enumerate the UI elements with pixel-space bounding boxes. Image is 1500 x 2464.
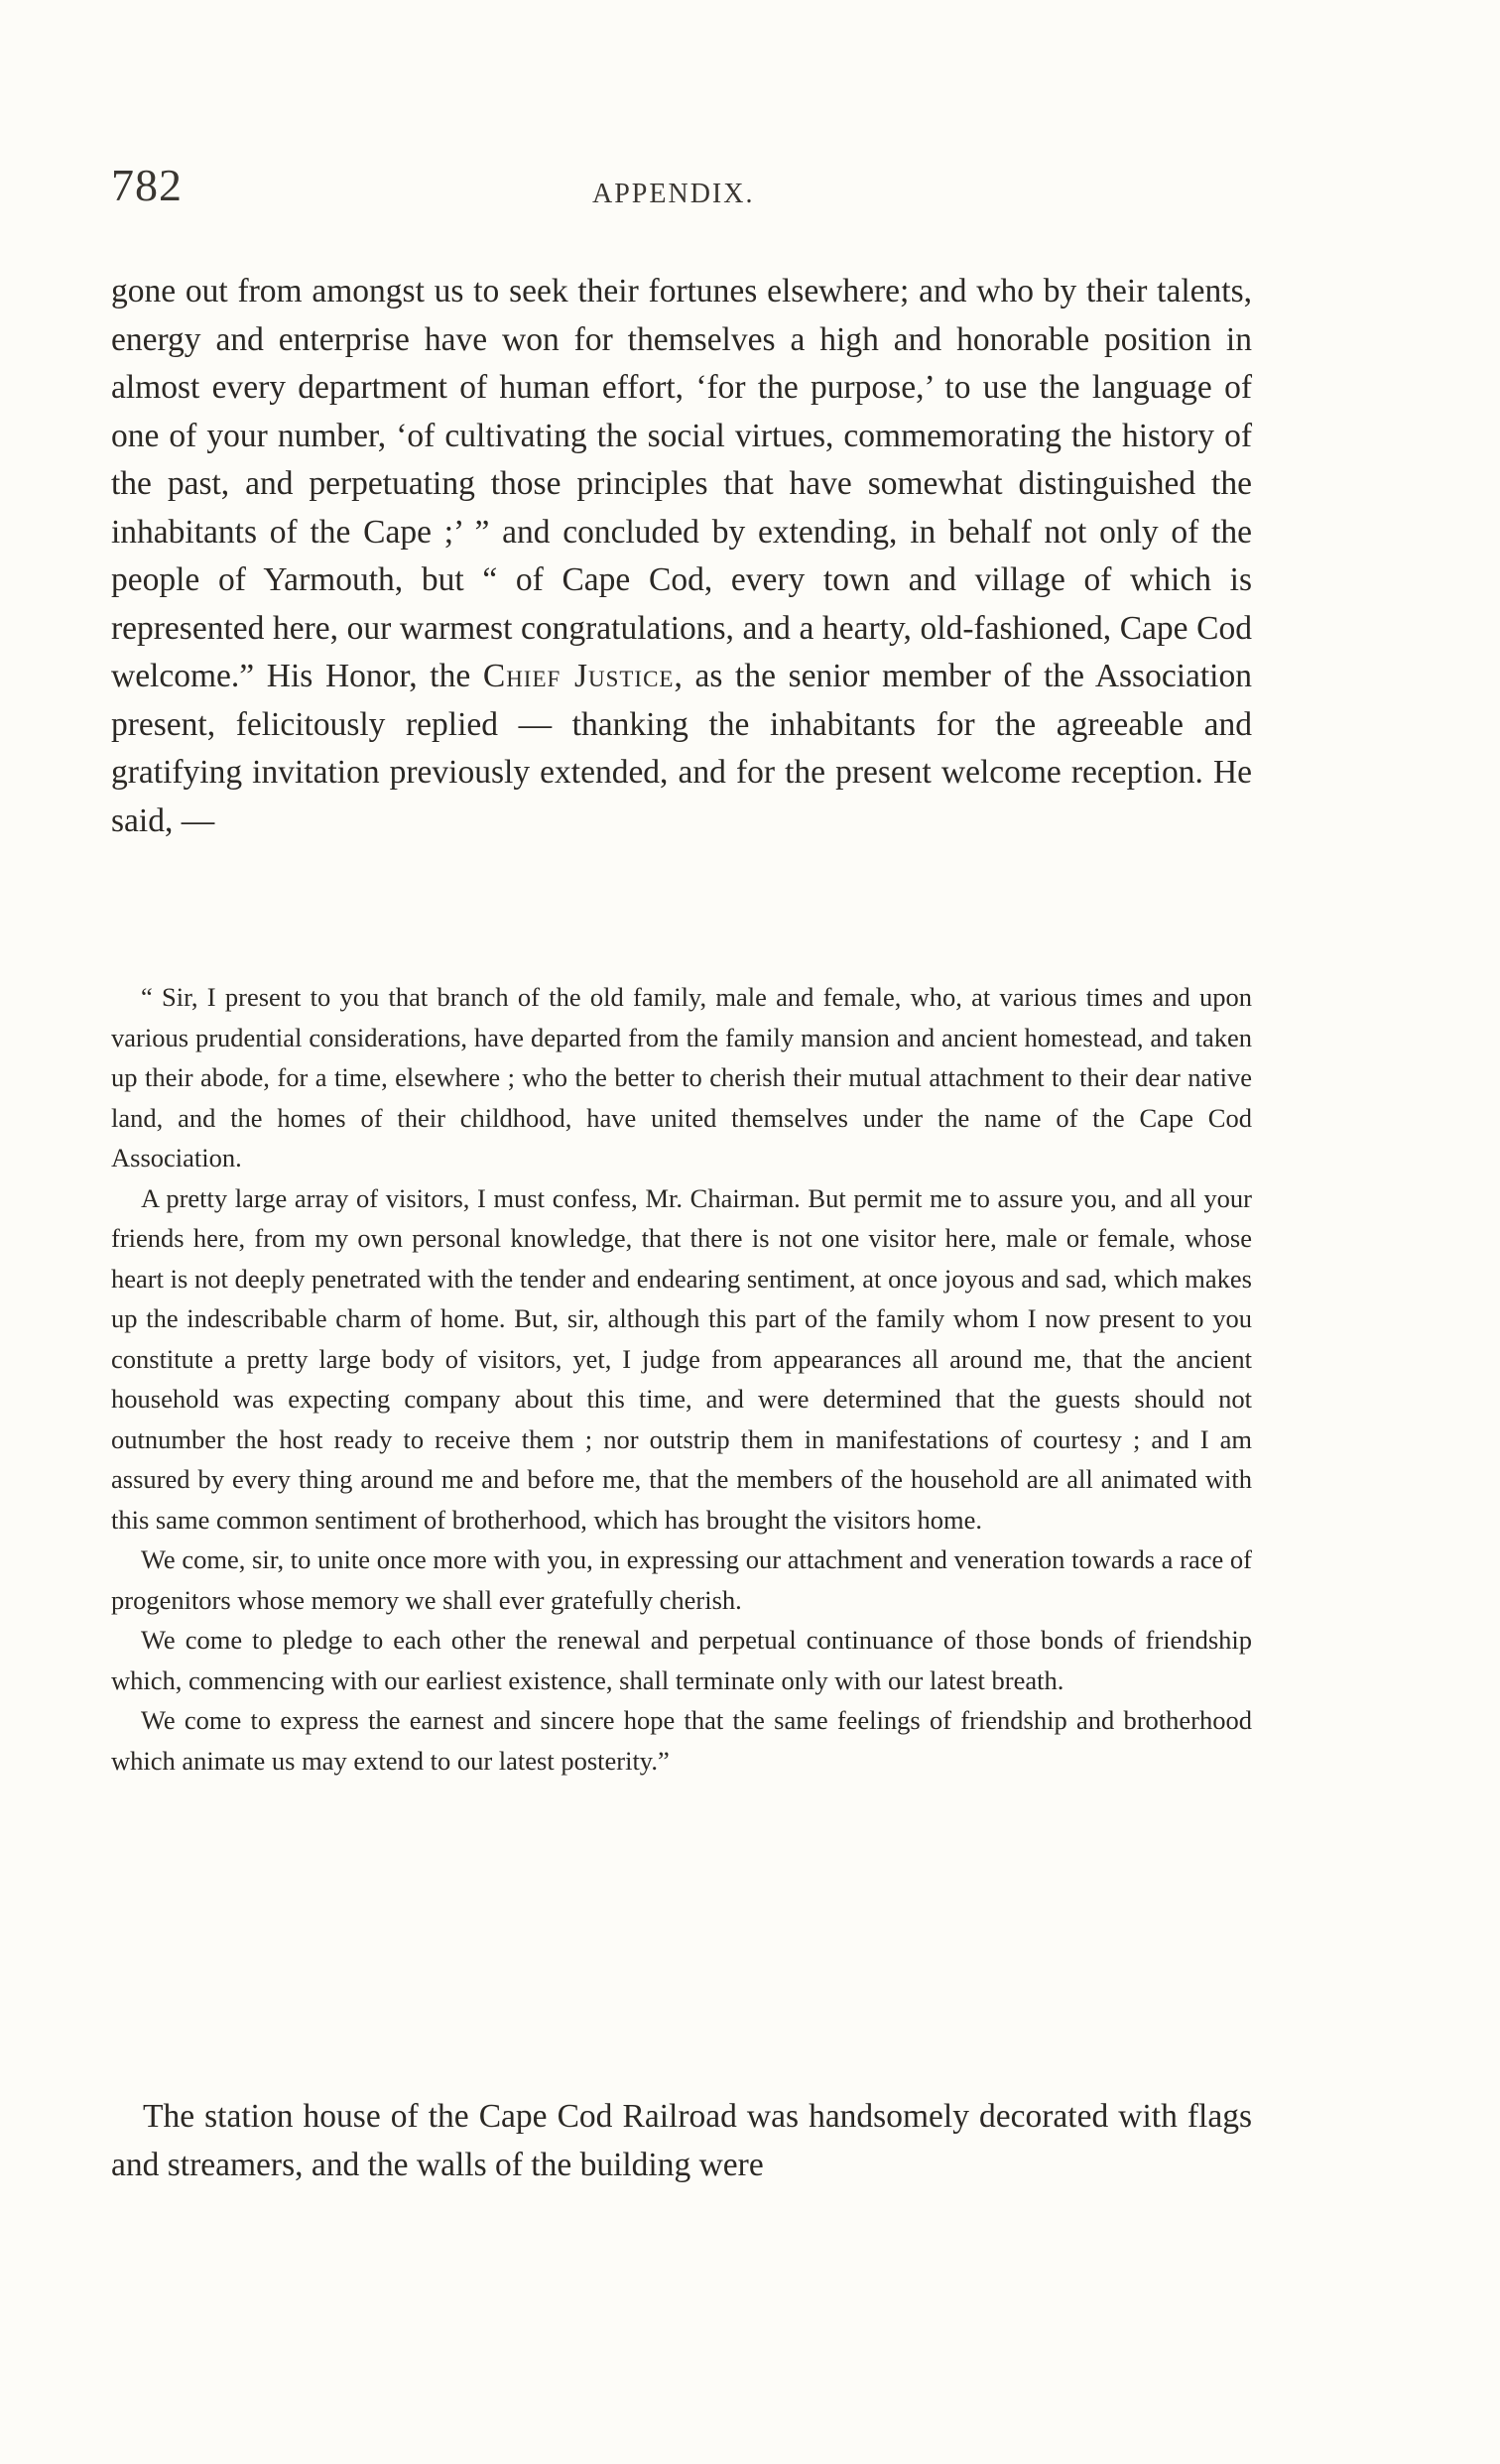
body-paragraph-1 (111, 268, 1252, 845)
paragraph-text: , as the senior member of the Association present, felicitously replied — thanking the inhabitants for the agreeable and gratifying invitation previously extended, and for the present welcome reception. He said, — (111, 658, 1252, 839)
speech-quote (111, 977, 1252, 1781)
quote-paragraph: We come to pledge to each other the renewal and perpetual continuance of those bonds of friendship which, commencing with our earliest existence, shall terminate only with our latest breath. (111, 1625, 1252, 1695)
quote-paragraph: A pretty large array of visitors, I must confess, Mr. Chairman. But permit me to assure you, and all your friends here, from my own personal knowledge, that there is not one visitor here, male or female, whose heart is not deeply penetrated with the tender and endearing sentiment, at once joyous and sad, which makes up the indescribable charm of home. But, sir, although this part of the family whom I now present to you constitute a pretty large body of visitors, yet, I judge from appearances all around me, that the ancient household was expecting company about this time, and were determined that the guests should not outnumber the host ready to receive them ; nor outstrip them in manifestations of courtesy ; and I am assured by every thing around me and before me, that the members of the household are all animated with this same common sentiment of brotherhood, which has brought the visitors home. (111, 1182, 1252, 1535)
paragraph-text: gone out from amongst us to seek their fortunes elsewhere; and who by their talents, energy and enterprise have won for themselves a high and honorable position in almost every department of human effort, ‘for the purpose,’ to use the language of one of your number, ‘of cultivating the social virtues, commemorating the history of the past, and perpetuating those principles that have somewhat distinguished the inhabitants of the Cape ;’ ” and concluded by extending, in behalf not only of the people of Yarmouth, but “ of Cape Cod, every town and village of which is represented here, our warmest congratulations, and a hearty, old-fashioned, Cape Cod welcome.” His Honor, the (111, 273, 1252, 694)
quote-paragraph: “ Sir, I present to you that branch of the old family, male and female, who, at various times and upon various prudential considerations, have departed from the family mansion and ancient homestead, and taken up their abode, for a time, elsewhere ; who the better to cherish their mutual attachment to their dear native land, and the homes of their childhood, have united themselves under the name of the Cape Cod Association. (111, 982, 1252, 1172)
quote-paragraph: We come to express the earnest and sincere hope that the same feelings of friendship and brotherhood which animate us may extend to our latest posterity.” (111, 1705, 1252, 1776)
page-header (111, 159, 1252, 218)
chief-justice-title: Chief Justice (482, 658, 675, 694)
page-number: 782 (111, 160, 183, 210)
running-head: APPENDIX. (592, 179, 755, 209)
body-paragraph-last: The station house of the Cape Cod Railroad was handsomely decorated with flags and streamers, and the walls of the building were (111, 2098, 1252, 2183)
quote-paragraph: We come, sir, to unite once more with you, in expressing our attachment and veneration towards a race of progenitors whose memory we shall ever gratefully cherish. (111, 1544, 1252, 1615)
